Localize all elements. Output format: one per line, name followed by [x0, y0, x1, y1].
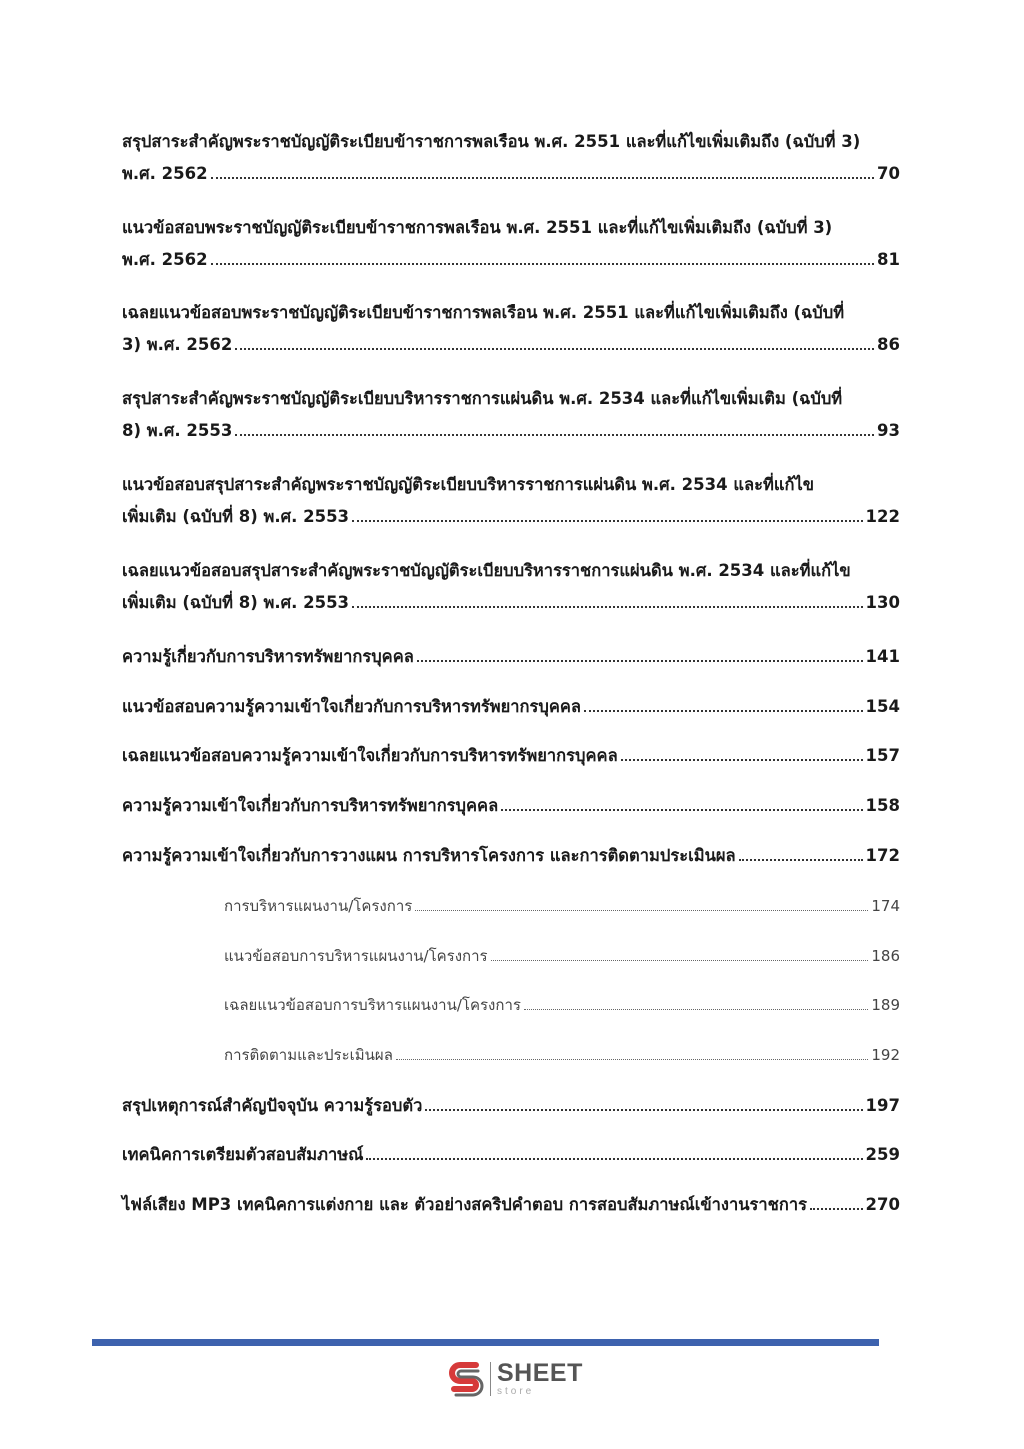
toc-entry[interactable]: [122, 555, 900, 619]
dot-leader: [425, 1108, 862, 1111]
footer-rule: [92, 1339, 879, 1346]
toc-sub-title: การติดตามและประเมินผล: [224, 1046, 393, 1064]
toc-entry-title-cont: เพิ่มเติม (ฉบับที่ 8) พ.ศ. 2553: [122, 507, 350, 526]
toc-page-number: 93: [877, 421, 900, 440]
toc-page-number: 259: [865, 1145, 900, 1164]
dot-leader: [396, 1058, 868, 1060]
toc-page-number: 197: [865, 1096, 900, 1115]
toc-entry[interactable]: [122, 469, 900, 533]
toc-entry-title: ความรู้ความเข้าใจเกี่ยวกับการวางแผน การบริหารโครงการ และการติดตามประเมินผล: [122, 846, 736, 865]
toc-page-number: 174: [871, 897, 900, 915]
toc-page-number: 86: [877, 335, 900, 354]
logo-divider: [490, 1362, 491, 1396]
toc-entry-title: ไฟล์เสียง MP3 เทคนิคการแต่งกาย และ ตัวอย่างสคริปคำตอบ การสอบสัมภาษณ์เข้างานราชการ: [122, 1195, 807, 1214]
dot-leader: [491, 959, 869, 961]
dot-leader: [415, 909, 868, 911]
toc-entry-title: เฉลยแนวข้อสอบสรุปสาระสำคัญพระราชบัญญัติระเบียบบริหารราชการแผ่นดิน พ.ศ. 2534 และที่แก้ไข: [122, 561, 851, 580]
toc-page-number: 81: [877, 250, 900, 269]
toc-sub-entry[interactable]: [224, 942, 900, 970]
toc-sub-entry[interactable]: [224, 991, 900, 1019]
toc-page-number: 70: [877, 164, 900, 183]
logo-subtitle: store: [497, 1386, 535, 1397]
toc-entry-title-cont: 8) พ.ศ. 2553: [122, 421, 233, 440]
toc-entry[interactable]: [122, 383, 900, 447]
toc-entry[interactable]: [122, 840, 900, 872]
toc-page-number: 141: [865, 647, 900, 666]
toc-page-number: 157: [865, 746, 900, 765]
toc-entry-title-cont: พ.ศ. 2562: [122, 164, 208, 183]
toc-page-number: 158: [865, 796, 900, 815]
toc-page-number: 130: [865, 593, 900, 612]
toc-entry-title: ความรู้ความเข้าใจเกี่ยวกับการบริหารทรัพยากรบุคคล: [122, 796, 499, 815]
toc-page-number: 192: [871, 1046, 900, 1064]
toc-page-number: 122: [865, 507, 900, 526]
dot-leader: [810, 1207, 863, 1210]
toc-entry[interactable]: [122, 297, 900, 361]
dot-leader: [584, 709, 863, 712]
toc-entry-title: เฉลยแนวข้อสอบความรู้ความเข้าใจเกี่ยวกับการบริหารทรัพยากรบุคคล: [122, 746, 618, 765]
logo-title: SHEET: [497, 1359, 583, 1387]
toc-entry-title-cont: 3) พ.ศ. 2562: [122, 335, 233, 354]
toc-page-number: 154: [865, 697, 900, 716]
toc-entry-title: แนวข้อสอบความรู้ความเข้าใจเกี่ยวกับการบริหารทรัพยากรบุคคล: [122, 697, 582, 716]
dot-leader: [621, 758, 863, 761]
dot-leader: [366, 1157, 862, 1160]
toc-entry-title: ความรู้เกี่ยวกับการบริหารทรัพยากรบุคคล: [122, 647, 414, 666]
dot-leader: [211, 262, 874, 265]
toc-entry[interactable]: [122, 1189, 900, 1221]
dot-leader: [211, 176, 874, 179]
toc-entry-title: เฉลยแนวข้อสอบพระราชบัญญัติระเบียบข้าราชการพลเรือน พ.ศ. 2551 และที่แก้ไขเพิ่มเติมถึง (ฉบับที่: [122, 303, 845, 322]
toc-entry[interactable]: [122, 740, 900, 772]
dot-leader: [739, 858, 863, 861]
dot-leader: [417, 659, 863, 662]
dot-leader: [501, 808, 862, 811]
toc-entry[interactable]: [122, 1090, 900, 1122]
toc-entry-title-cont: เพิ่มเติม (ฉบับที่ 8) พ.ศ. 2553: [122, 593, 350, 612]
toc-entry-title: เทคนิคการเตรียมตัวสอบสัมภาษณ์: [122, 1145, 364, 1164]
toc-entry[interactable]: [122, 212, 900, 276]
dot-leader: [235, 433, 874, 436]
toc-sub-entry[interactable]: [224, 892, 900, 920]
dot-leader: [235, 347, 874, 350]
toc-sub-entry[interactable]: [224, 1041, 900, 1069]
toc-entry-title: สรุปสาระสำคัญพระราชบัญญัติระเบียบบริหารราชการแผ่นดิน พ.ศ. 2534 และที่แก้ไขเพิ่มเติม (ฉบับที่: [122, 389, 843, 408]
dot-leader: [352, 519, 863, 522]
dot-leader: [352, 605, 863, 608]
toc-sub-title: เฉลยแนวข้อสอบการบริหารแผนงาน/โครงการ: [224, 996, 521, 1014]
toc-entry-title: แนวข้อสอบพระราชบัญญัติระเบียบข้าราชการพลเรือน พ.ศ. 2551 และที่แก้ไขเพิ่มเติมถึง (ฉบับที่ 3): [122, 218, 833, 237]
toc-entry-title: สรุปสาระสำคัญพระราชบัญญัติระเบียบข้าราชการพลเรือน พ.ศ. 2551 และที่แก้ไขเพิ่มเติมถึง (ฉบับที่ 3): [122, 132, 861, 151]
toc-entry-title-cont: พ.ศ. 2562: [122, 250, 208, 269]
toc-page-number: 186: [871, 947, 900, 965]
toc-entry-title: สรุปเหตุการณ์สำคัญปัจจุบัน ความรู้รอบตัว: [122, 1096, 423, 1115]
toc-entry[interactable]: [122, 641, 900, 673]
sheet-logo-icon: [446, 1359, 486, 1399]
sheet-store-logo: [446, 1357, 583, 1401]
toc-page-number: 172: [865, 846, 900, 865]
dot-leader: [524, 1008, 868, 1010]
toc-entry[interactable]: [122, 126, 900, 190]
toc-sub-title: การบริหารแผนงาน/โครงการ: [224, 897, 413, 915]
toc-entry[interactable]: [122, 1139, 900, 1171]
toc-page-number: 270: [865, 1195, 900, 1214]
toc-entry[interactable]: [122, 691, 900, 723]
toc-sub-title: แนวข้อสอบการบริหารแผนงาน/โครงการ: [224, 947, 488, 965]
toc-page-number: 189: [871, 996, 900, 1014]
toc-entry[interactable]: [122, 790, 900, 822]
toc-entry-title: แนวข้อสอบสรุปสาระสำคัญพระราชบัญญัติระเบียบบริหารราชการแผ่นดิน พ.ศ. 2534 และที่แก้ไข: [122, 475, 815, 494]
